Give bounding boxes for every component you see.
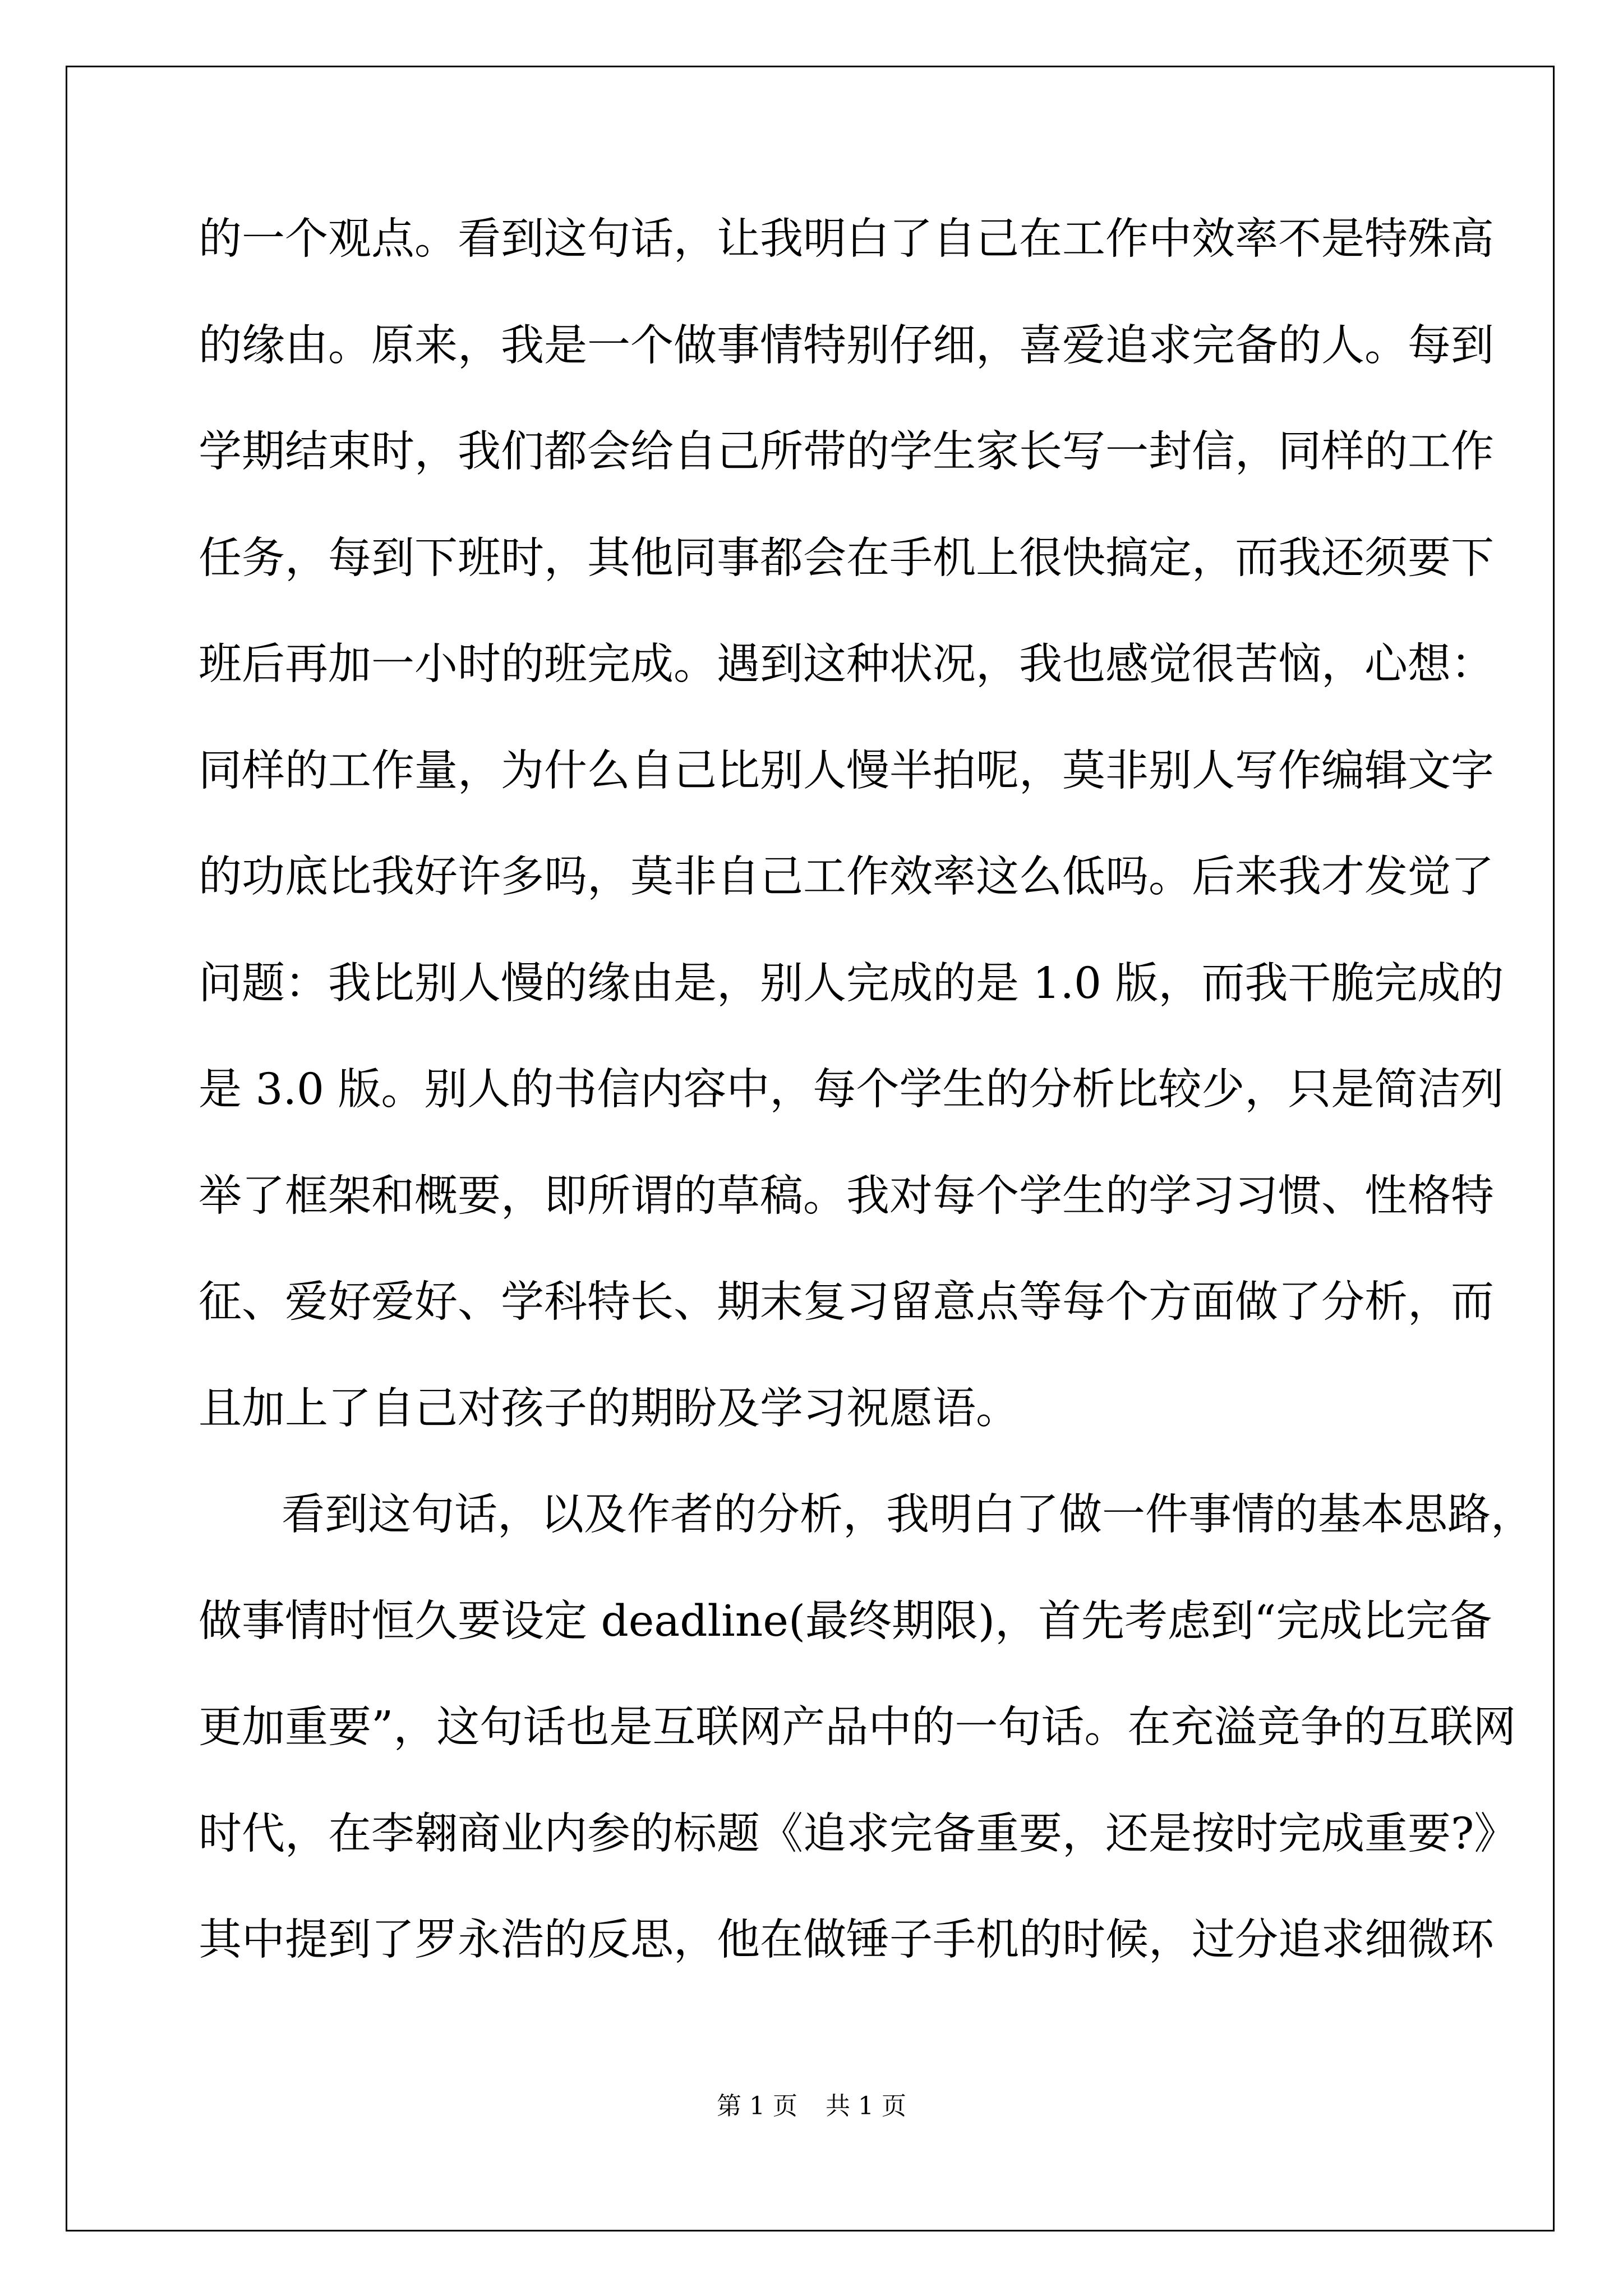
text-line: 是 3.0 版。别人的书信内容中，每个学生的分析比较少，只是简洁列 <box>199 1065 1504 1115</box>
document-body <box>199 209 1534 2016</box>
text-line: 做事情时恒久要设定 deadline(最终期限)，首先考虑到“完成比完备 <box>199 1596 1492 1646</box>
text-line: 其中提到了罗永浩的反思，他在做锤子手机的时候，过分追求细微环 <box>199 1915 1494 1965</box>
text-line: 任务，每到下班时，其他同事都会在手机上很快搞定，而我还须要下 <box>199 533 1494 583</box>
text-line: 学期结束时，我们都会给自己所带的学生家长写一封信，同样的工作 <box>199 427 1494 477</box>
text-line: 时代，在李翱商业内参的标题《追求完备重要，还是按时完成重要?》 <box>199 1809 1518 1859</box>
paragraph-start-line: 看到这句话，以及作者的分析，我明白了做一件事情的基本思路， <box>282 1490 1534 1540</box>
text-line: 问题：我比别人慢的缘由是，别人完成的是 1.0 版，而我干脆完成的 <box>199 958 1504 1009</box>
text-line: 的功底比我好许多吗，莫非自己工作效率这么低吗。后来我才发觉了 <box>199 852 1494 902</box>
text-line: 的一个观点。看到这句话，让我明白了自己在工作中效率不是特殊高 <box>199 214 1494 264</box>
text-line: 且加上了自己对孩子的期盼及学习祝愿语。 <box>199 1383 1019 1434</box>
text-line: 举了框架和概要，即所谓的草稿。我对每个学生的学习习惯、性格特 <box>199 1171 1494 1221</box>
page-footer <box>0 2086 1623 2122</box>
page-number: 第 1 页 <box>717 2092 797 2120</box>
text-line: 征、爱好爱好、学科特长、期末复习留意点等每个方面做了分析，而 <box>199 1277 1494 1327</box>
text-line: 的缘由。原来，我是一个做事情特别仔细，喜爱追求完备的人。每到 <box>199 320 1494 371</box>
text-line: 班后再加一小时的班完成。遇到这种状况，我也感觉很苦恼，心想： <box>199 639 1494 689</box>
text-line: 更加重要”，这句话也是互联网产品中的一句话。在充溢竞争的互联网 <box>199 1703 1516 1752</box>
text-line: 同样的工作量，为什么自己比别人慢半拍呢，莫非别人写作编辑文字 <box>199 746 1494 796</box>
page-total: 共 1 页 <box>826 2092 906 2120</box>
